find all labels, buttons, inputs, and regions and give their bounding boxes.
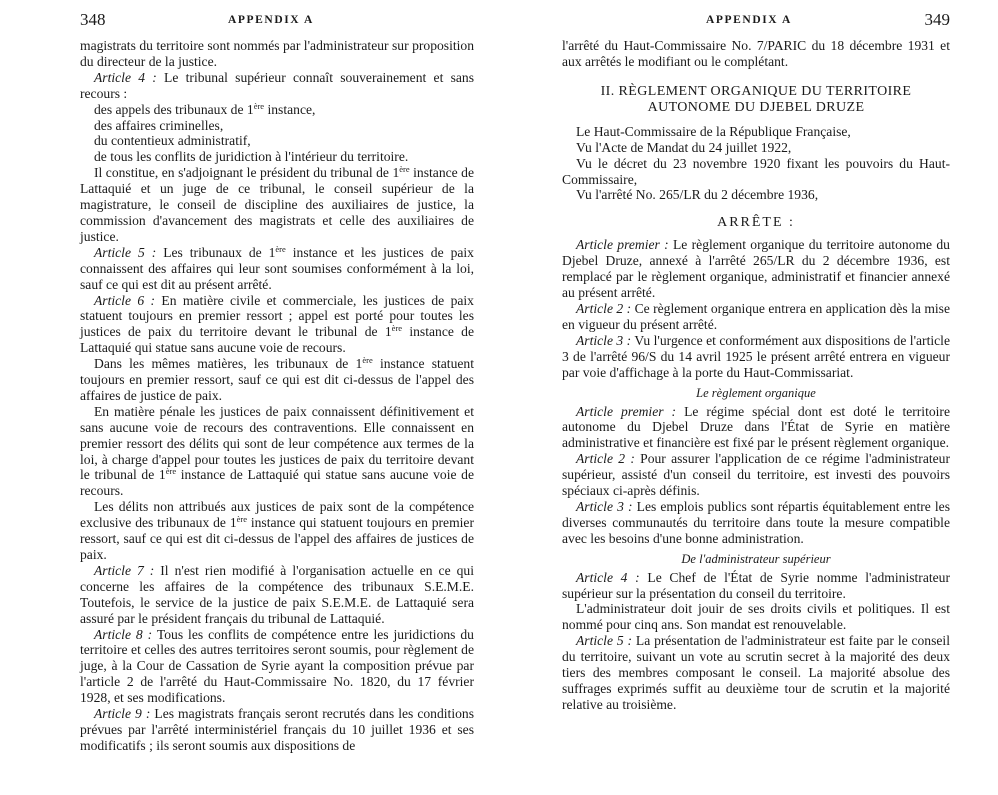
paragraph <box>562 499 950 547</box>
paragraph <box>80 563 474 627</box>
article-label: Article 5 : <box>576 633 633 649</box>
left-paragraphs <box>80 165 474 754</box>
paragraph <box>80 356 474 404</box>
paragraph <box>80 499 474 563</box>
paragraph <box>562 333 950 381</box>
paragraph-text: Ce règlement organique entrera en application dès la mise en vigueur du présent arrêté. <box>562 300 950 332</box>
articles-block <box>562 570 950 713</box>
article-label: Article premier : <box>576 237 669 253</box>
paragraph: l'arrêté du Haut-Commissaire No. 7/PARIC du 18 décembre 1931 et aux arrêtés le modifiant ou le complétant. <box>562 38 950 69</box>
section-title-line: AUTONOME DU DJEBEL DRUZE <box>647 99 865 115</box>
paragraph <box>562 451 950 499</box>
paragraph <box>80 165 474 245</box>
running-title: APPENDIX A <box>706 14 792 26</box>
preamble-line: Vu l'Acte de Mandat du 24 juillet 1922, <box>576 139 792 155</box>
superscript: ère <box>362 355 373 366</box>
page-number: 349 <box>924 10 950 29</box>
paragraph <box>562 301 950 333</box>
article-label: Article 2 : <box>576 300 632 316</box>
running-head-right <box>562 10 950 38</box>
article-label: Article 9 : <box>94 706 151 722</box>
list-item: de tous les conflits de juridiction à l'intérieur du territoire. <box>94 149 409 165</box>
running-title: APPENDIX A <box>228 14 314 26</box>
paragraph <box>562 404 950 452</box>
paragraph-text: En matière civile et commerciale, les justices de paix statuent toujours en premier ressort ; appel est porté pour toutes les justices de paix du territoire devant le tribunal de 1ère instance de Lattaquié qui statue sans aucune voie de recours. <box>80 292 474 356</box>
superscript: ère <box>253 100 265 111</box>
subheading: Le règlement organique <box>696 385 816 400</box>
superscript: ère <box>275 243 286 254</box>
article-label: Article 7 : <box>94 562 155 578</box>
article-label: Article 4 : <box>94 69 157 85</box>
preamble-line: Le Haut-Commissaire de la République Française, <box>576 123 851 139</box>
paragraph <box>562 237 950 301</box>
paragraph-text: En matière pénale les justices de paix connaissent définitivement et sans aucune voie de recours des contraventions. Elle connaissent en premier ressort des délits qui sont de leur compétence aux termes de la loi, à charge d'appel pour toutes les justices de paix du territoire devant le tribunal de 1ère instance de Lattaquié qui statue sans aucune voie de recours. <box>80 403 474 499</box>
paragraph-text: Le Chef de l'État de Syrie nomme l'administrateur supérieur sur la présentation du conseil du territoire. <box>562 569 950 601</box>
article-label: Article 3 : <box>576 332 632 348</box>
section-title <box>562 84 950 116</box>
paragraph <box>562 601 950 633</box>
list-item: du contentieux administratif, <box>94 133 251 149</box>
paragraph <box>80 627 474 707</box>
article-label: Article 6 : <box>94 292 156 308</box>
article-label: Article 8 : <box>94 626 153 642</box>
paragraph-text: Les magistrats français seront recrutés dans les conditions prévues par l'arrêté interministériel français du 10 juillet 1936 et ses modificatifs ; ils seront soumis aux dispositions de <box>80 706 474 753</box>
paragraph-text: Dans les mêmes matières, les tribunaux de 1ère instance statuent toujours en premier ressort, sauf ce qui est dit ci-dessus de l'appel des affaires de justice de paix. <box>80 355 474 403</box>
articles-block <box>562 404 950 547</box>
paragraph <box>80 706 474 754</box>
paragraph-text: Les délits non attribués aux justices de paix sont de la compétence exclusive des tribunaux de 1ère instance qui statuent toujours en premier ressort, sauf ce qui est dit ci-dessus de l'appel des affaires de justices de paix. <box>80 499 474 562</box>
superscript: ère <box>165 466 177 477</box>
paragraph <box>562 633 950 713</box>
arrete-heading: ARRÊTE : <box>717 215 795 231</box>
article-label: Article 5 : <box>94 244 157 260</box>
preamble-line: Vu le décret du 23 novembre 1920 fixant les pouvoirs du Haut-Commissaire, <box>562 155 950 187</box>
running-head-left <box>80 10 474 38</box>
paragraph-text: Le régime spécial dont est doté le territoire autonome du Djebel Druze dans l'État de Syrie en matière administrative et financière est fixé par le présent règlement organique. <box>562 403 950 451</box>
section-title-line: II. RÈGLEMENT ORGANIQUE DU TERRITOIRE <box>600 83 912 99</box>
right-page <box>562 10 950 713</box>
paragraph <box>562 570 950 602</box>
superscript: ère <box>391 323 403 334</box>
paragraph-text: Les emplois publics sont répartis équitablement entre les diverses communautés du territoire dans toute la mesure compatible avec les besoins d'une bonne administration. <box>562 498 950 546</box>
paragraph-text: Il n'est rien modifié à l'organisation actuelle en ce qui concerne les affaires de la compétence des tribunaux S.E.M.E. Toutefois, le service de la justice de paix S.E.M.E. de Lattaquié sera assuré par le président français du tribunal de Lattaquié. <box>80 562 474 626</box>
preamble-line: Vu l'arrêté No. 265/LR du 2 décembre 1936, <box>576 187 819 203</box>
paragraph <box>80 245 474 293</box>
paragraph <box>80 404 474 499</box>
paragraph <box>80 70 474 102</box>
left-page <box>80 10 474 754</box>
paragraph-text: Il constitue, en s'adjoignant le président du tribunal de 1ère instance de Lattaquié et un juge de ce tribunal, le conseil supérieur de la magistrature, le conseil de discipline des auxiliaires de justice, la commission d'avancement des magistrats et celle des auxiliaires de justice. <box>80 164 474 244</box>
articles-block <box>562 237 950 380</box>
paragraph-text: Les tribunaux de 1ère instance et les justices de paix connaissent des affaires qui leur sont soumises conformément à la loi, sauf ce qui est dit au présent arrêté. <box>80 243 474 292</box>
page-number: 348 <box>80 10 106 29</box>
article-label: Article 3 : <box>576 498 633 514</box>
article-label: Article premier : <box>576 403 677 419</box>
subheading: De l'administrateur supérieur <box>681 551 831 566</box>
left-body <box>80 38 474 754</box>
paragraph-text: Pour assurer l'application de ce régime l'administrateur supérieur, assisté d'un conseil du territoire, est investi des pouvoirs spéciaux ci-après définis. <box>562 451 950 499</box>
list-item: des appels des tribunaux de 1ère instance, <box>94 100 316 117</box>
article-label: Article 2 : <box>576 451 635 467</box>
paragraph-text: Le règlement organique du territoire autonome du Djebel Druze, annexé à l'arrêté 265/LR du 2 décembre 1936, est remplacé par le règlement organique, administratif et financier annexé au présent arrêté. <box>562 237 950 301</box>
paragraph-text: L'administrateur doit jouir de ses droits civils et politiques. Il est nommé pour cinq ans. Son mandat est renouvelable. <box>562 601 950 633</box>
paragraph-text: Le tribunal supérieur connaît souverainement et sans recours : <box>80 69 474 101</box>
list-item: des affaires criminelles, <box>94 117 224 133</box>
superscript: ère <box>236 514 247 525</box>
paragraph-text: Vu l'urgence et conformément aux dispositions de l'article 3 de l'arrêté 96/S du 14 avril 1925 le présent arrêté entrera en vigueur par voie d'affichage à la porte du Haut-Commissariat. <box>562 332 950 380</box>
paragraph: magistrats du territoire sont nommés par l'administrateur sur proposition du directeur de la justice. <box>80 38 474 69</box>
superscript: ère <box>399 164 410 175</box>
paragraph-text: La présentation de l'administrateur est faite par le conseil du territoire, suivant un vote au scrutin secret à la majorité des deux tiers des membres composant le conseil. La majorité absolue des suffrages exprimés suffit au deuxième tour de scrutin et la majorité relative au troisième. <box>562 633 950 712</box>
article-label: Article 4 : <box>576 569 640 585</box>
paragraph-text: Tous les conflits de compétence entre les juridictions du territoire et celles des autres territoires seront soumis, pour règlement de juge, à la Cour de Cassation de Syrie ayant la composition prévue par l'article 2 de l'arrêté du Haut-Commissaire No. 1820, du 17 février 1928, et ses modifications. <box>80 626 474 706</box>
paragraph <box>80 293 474 357</box>
